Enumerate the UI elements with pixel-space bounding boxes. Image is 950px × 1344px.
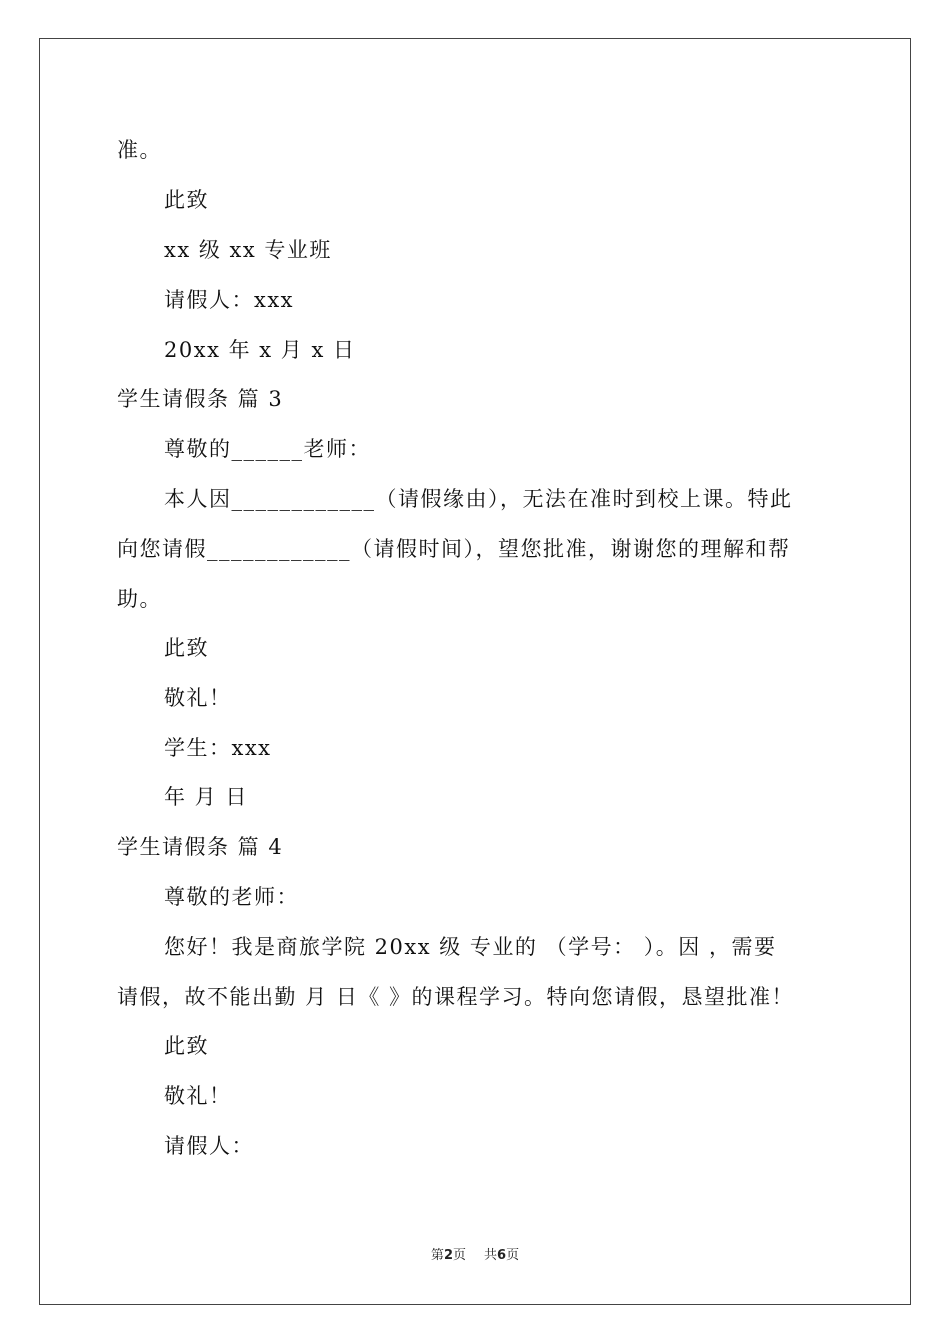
text-line: 助。 — [117, 587, 162, 611]
text-line: 请假人： — [164, 1134, 254, 1158]
text-line: 尊敬的老师： — [164, 885, 299, 909]
text-line: 此致 — [164, 1034, 209, 1058]
text-line: 请假人：xxx — [164, 288, 295, 312]
page-label-suffix: 页 — [452, 1248, 466, 1263]
text-line: 此致 — [164, 188, 209, 212]
page-footer — [0, 1247, 950, 1265]
total-pages: 6 — [497, 1248, 507, 1263]
text-line: 准。 — [117, 138, 162, 162]
text-line: 尊敬的______老师： — [164, 437, 371, 461]
text-line: 此致 — [164, 636, 209, 660]
text-line: 20xx 年 x 月 x 日 — [164, 338, 356, 362]
section-heading: 学生请假条 篇 4 — [117, 835, 284, 859]
text-line: xx 级 xx 专业班 — [164, 238, 332, 262]
page-border — [39, 38, 911, 1305]
text-line: 敬礼！ — [164, 686, 232, 710]
section-heading: 学生请假条 篇 3 — [117, 387, 284, 411]
text-line: 向您请假____________（请假时间），望您批准，谢谢您的理解和帮 — [117, 537, 791, 561]
total-label-prefix: 共 — [484, 1248, 498, 1263]
text-line: 敬礼！ — [164, 1084, 232, 1108]
page-label-prefix: 第 — [430, 1248, 444, 1263]
text-line: 本人因____________（请假缘由），无法在准时到校上课。特此 — [164, 487, 793, 511]
page-number: 2 — [443, 1248, 453, 1263]
text-line: 请假，故不能出勤 月 日《 》的课程学习。特向您请假，恳望批准！ — [117, 985, 795, 1009]
text-line: 年 月 日 — [164, 785, 248, 809]
text-line: 您好！我是商旅学院 20xx 级 专业的 （学号： ）。因 ，需要 — [164, 935, 777, 959]
text-line: 学生：xxx — [164, 736, 272, 760]
total-label-suffix: 页 — [506, 1248, 520, 1263]
